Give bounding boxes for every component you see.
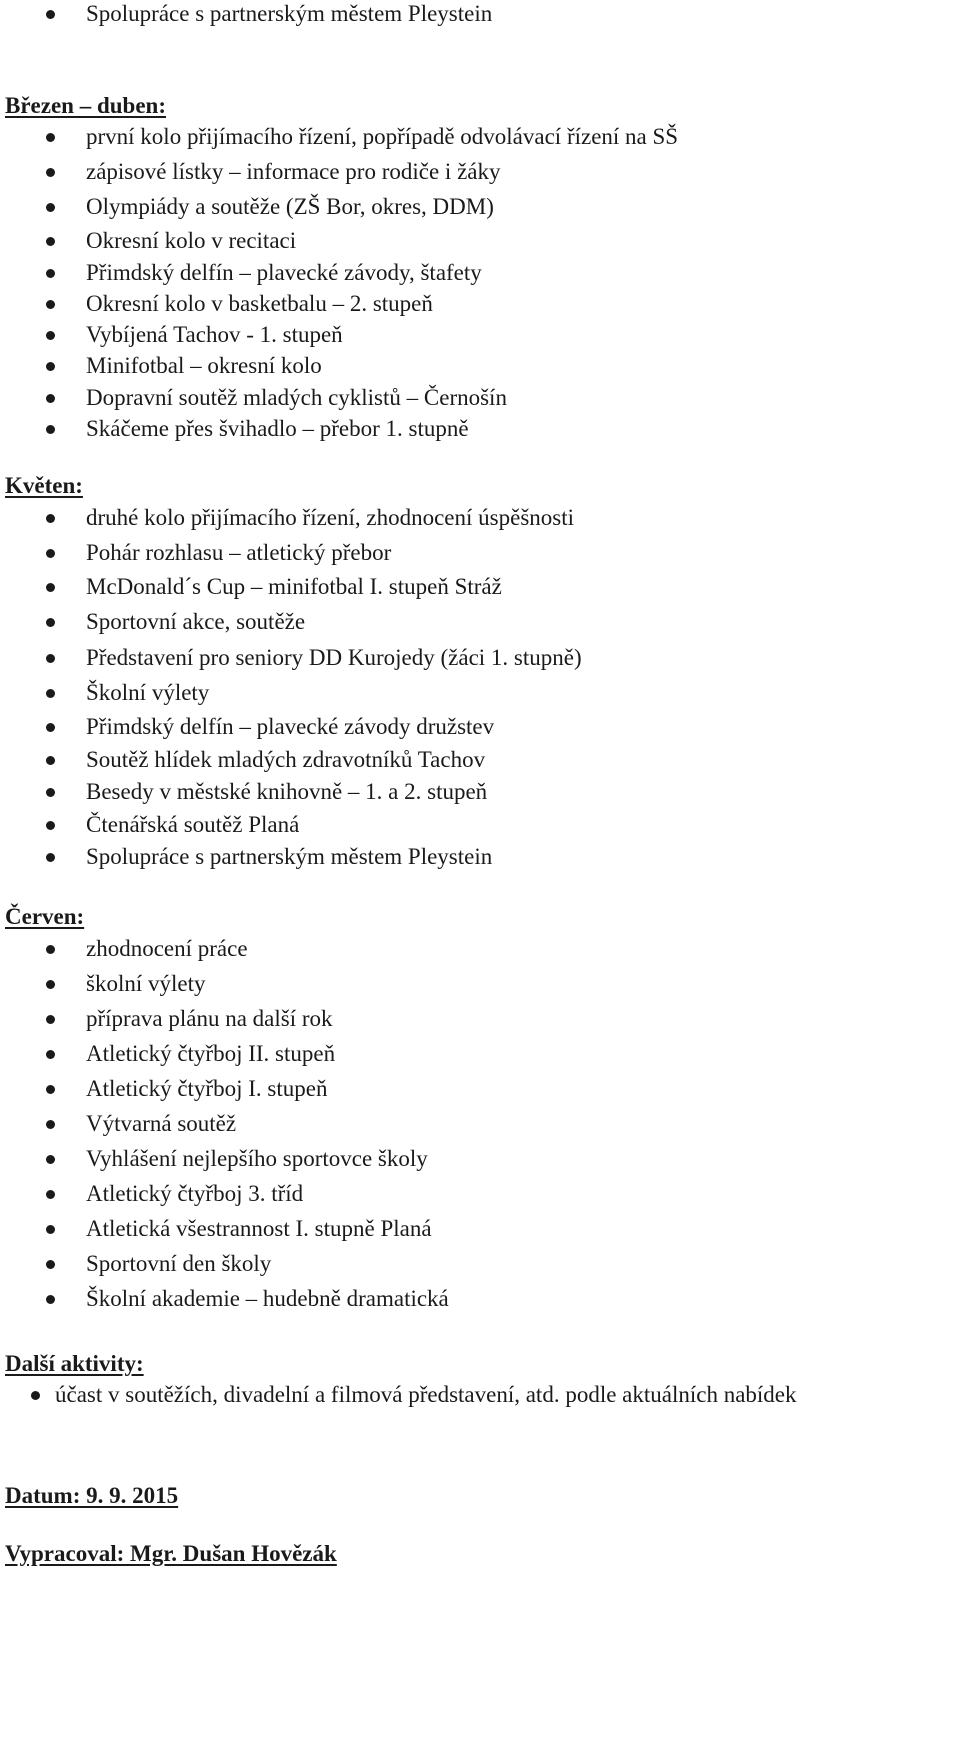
section-heading-cerven: Červen: (5, 904, 85, 929)
list-item: Vyhlášení nejlepšího sportovce školy (86, 1146, 428, 1171)
list-item: Atletická všestrannost I. stupně Planá (86, 1216, 432, 1241)
list-item: Spolupráce s partnerským městem Pleystein (86, 1, 493, 26)
list-item: zápisové lístky – informace pro rodiče i žáky (86, 159, 501, 184)
list-item: zhodnocení práce (86, 936, 248, 961)
list-item: Besedy v městské knihovně – 1. a 2. stupeň (86, 779, 488, 804)
list-item: Sportovní den školy (86, 1251, 272, 1276)
bullet-icon (46, 1050, 55, 1059)
list-item: Minifotbal – okresní kolo (86, 353, 322, 378)
author-label: Vypracoval: Mgr. Dušan Hovězák (5, 1541, 337, 1566)
section-heading-kveten: Květen: (5, 473, 83, 498)
list-item: McDonald´s Cup – minifotbal I. stupeň Stráž (86, 574, 502, 599)
list-item: Sportovní akce, soutěže (86, 609, 306, 634)
bullet-icon (46, 1295, 55, 1304)
bullet-icon (46, 425, 55, 434)
bullet-icon (46, 237, 55, 246)
bullet-icon (46, 1190, 55, 1199)
bullet-icon (46, 945, 55, 954)
list-item: Čtenářská soutěž Planá (86, 812, 300, 837)
bullet-icon (46, 331, 55, 340)
bullet-icon (46, 788, 55, 797)
bullet-icon (46, 821, 55, 830)
bullet-icon (46, 723, 55, 732)
bullet-icon (46, 618, 55, 627)
list-item: Výtvarná soutěž (86, 1111, 237, 1136)
bullet-icon (46, 514, 55, 523)
bullet-icon (46, 362, 55, 371)
bullet-icon (46, 853, 55, 862)
list-item: Pohár rozhlasu – atletický přebor (86, 540, 392, 565)
bullet-icon (46, 168, 55, 177)
bullet-icon (46, 980, 55, 989)
bullet-icon (46, 1120, 55, 1129)
bullet-icon (46, 654, 55, 663)
list-item: Školní výlety (86, 680, 210, 705)
list-item: Atletický čtyřboj II. stupeň (86, 1041, 336, 1066)
bullet-icon (46, 203, 55, 212)
list-item: účast v soutěžích, divadelní a filmová představení, atd. podle aktuálních nabídek (55, 1382, 797, 1407)
section-heading-dalsi-aktivity: Další aktivity: (5, 1351, 144, 1376)
bullet-icon (46, 1015, 55, 1024)
list-item: Dopravní soutěž mladých cyklistů – Černošín (86, 385, 507, 410)
list-item: Okresní kolo v basketbalu – 2. stupeň (86, 291, 433, 316)
list-item: Školní akademie – hudebně dramatická (86, 1286, 449, 1311)
list-item: školní výlety (86, 971, 206, 996)
list-item: Skáčeme přes švihadlo – přebor 1. stupně (86, 416, 469, 441)
bullet-icon (46, 1260, 55, 1269)
section-heading-brezen-duben: Březen – duben: (5, 93, 166, 118)
list-item: Vybíjená Tachov - 1. stupeň (86, 322, 343, 347)
bullet-icon (46, 689, 55, 698)
bullet-icon (46, 300, 55, 309)
list-item: Atletický čtyřboj I. stupeň (86, 1076, 328, 1101)
bullet-icon (46, 756, 55, 765)
date-label: Datum: 9. 9. 2015 (5, 1483, 179, 1508)
bullet-icon (46, 269, 55, 278)
list-item: Přimdský delfín – plavecké závody družstev (86, 714, 495, 739)
list-item: Olympiády a soutěže (ZŠ Bor, okres, DDM) (86, 194, 494, 219)
bullet-icon (46, 1085, 55, 1094)
bullet-icon (46, 549, 55, 558)
list-item: Soutěž hlídek mladých zdravotníků Tachov (86, 747, 486, 772)
list-item: Představení pro seniory DD Kurojedy (žáci 1. stupně) (86, 645, 582, 670)
list-item: Atletický čtyřboj 3. tříd (86, 1181, 304, 1206)
bullet-icon (46, 10, 55, 19)
list-item: Přimdský delfín – plavecké závody, štafety (86, 260, 482, 285)
bullet-icon (46, 133, 55, 142)
list-item: Spolupráce s partnerským městem Pleystein (86, 844, 493, 869)
bullet-icon (46, 583, 55, 592)
bullet-icon (46, 394, 55, 403)
bullet-icon (46, 1225, 55, 1234)
bullet-icon (31, 1391, 40, 1400)
bullet-icon (46, 1155, 55, 1164)
list-item: příprava plánu na další rok (86, 1006, 333, 1031)
list-item: první kolo přijímacího řízení, popřípadě odvolávací řízení na SŠ (86, 124, 679, 149)
list-item: druhé kolo přijímacího řízení, zhodnocení úspěšnosti (86, 505, 574, 530)
list-item: Okresní kolo v recitaci (86, 228, 297, 253)
